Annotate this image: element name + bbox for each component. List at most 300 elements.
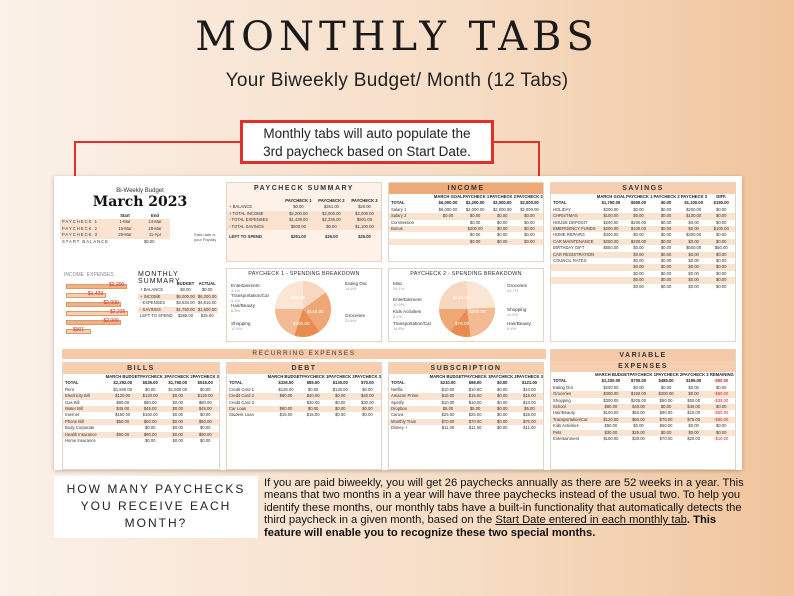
cell-value[interactable]: $90.00 — [143, 431, 157, 437]
cell-value[interactable]: $300.00 — [603, 391, 619, 397]
cell-value[interactable]: $26.00 — [325, 234, 338, 240]
cell-value[interactable]: $0.00 — [660, 283, 672, 289]
cell-value[interactable]: $30.00 — [361, 399, 374, 405]
cell-value[interactable]: $70.00 — [441, 418, 455, 424]
cell-value[interactable]: $6,000.00 — [176, 293, 195, 299]
cell-value[interactable]: $0.00 — [688, 251, 699, 257]
cell-value[interactable]: PAYCHECK 1 — [462, 194, 490, 199]
cell-value[interactable]: $30.00 — [604, 429, 618, 435]
cell-value[interactable]: $11.00 — [468, 425, 482, 431]
cell-value[interactable]: PAYCHECK 2 — [328, 374, 355, 379]
cell-value[interactable]: $100.00 — [630, 226, 647, 232]
cell-value[interactable]: $0.00 — [172, 399, 183, 405]
cell-value[interactable]: MARCH GOAL — [596, 194, 626, 199]
cell-value[interactable]: $0.00 — [362, 412, 373, 418]
cell-value[interactable]: $0.00 — [442, 213, 454, 219]
cell-value[interactable]: $25.00 — [632, 429, 645, 435]
cell-value[interactable]: $0.00 — [172, 425, 183, 431]
cell-value[interactable]: $5.00 — [524, 406, 535, 412]
cell-value[interactable]: $20.00 — [687, 436, 701, 442]
cell-value[interactable]: $0.00 — [660, 277, 672, 283]
cell-value[interactable]: $6,200.00 — [197, 293, 217, 299]
cell-value[interactable]: $0.00 — [633, 270, 644, 276]
cell-value[interactable]: $80.00 — [659, 397, 673, 403]
cell-value[interactable]: $0.00 — [633, 283, 644, 289]
cell-value[interactable]: $0.00 — [172, 431, 183, 437]
cell-value[interactable]: $100.00 — [603, 213, 619, 219]
cell-value[interactable]: $700.00 — [630, 378, 647, 384]
cell-value[interactable]: 15-Mar — [118, 225, 132, 231]
cell-value[interactable]: PAYCHECK 2 — [490, 374, 517, 379]
cell-value[interactable]: $60.00 — [632, 416, 645, 422]
cell-value[interactable]: $0.00 — [660, 226, 672, 232]
cell-value[interactable]: $1,439.00 — [289, 217, 308, 223]
cell-value[interactable]: $10.00 — [441, 386, 455, 392]
cell-value[interactable]: $0.00 — [660, 213, 672, 219]
cell-value[interactable]: PAYCHECK 1 — [464, 374, 491, 379]
cell-value[interactable] — [434, 239, 461, 245]
cell-value[interactable]: $0.00 — [497, 418, 508, 424]
cell-value[interactable]: $0.00 — [524, 226, 535, 232]
cell-value[interactable]: $2,000.00 — [322, 210, 341, 216]
cell-value[interactable]: $0.00 — [660, 429, 672, 435]
cell-value[interactable]: $30.00 — [306, 399, 320, 405]
cell-value[interactable]: $0.00 — [469, 232, 481, 238]
cell-value[interactable] — [109, 438, 137, 444]
row-label: Spotify — [391, 399, 404, 405]
cell-value[interactable]: $200.00 — [603, 206, 619, 212]
cell-value[interactable]: $0.00 — [715, 232, 727, 238]
cell-value[interactable]: $25.00 — [441, 412, 455, 418]
cell-value[interactable]: 14-Mar — [148, 219, 162, 225]
cell-value[interactable]: MARCH BUDGET — [595, 372, 630, 377]
cell-value[interactable]: PAYCHECK 3 — [680, 194, 708, 199]
cell-value[interactable]: $0.00 — [715, 270, 727, 276]
cell-value[interactable]: ACTUAL — [198, 281, 216, 286]
cell-value[interactable]: PAYCHECK 3 — [351, 198, 378, 203]
cell-value[interactable]: $0.00 — [524, 232, 535, 238]
cell-value[interactable]: $2,200.00 — [465, 200, 485, 206]
cell-value[interactable]: -$50.00 — [714, 410, 729, 416]
cell-value[interactable]: $0.00 — [469, 213, 481, 219]
cell-value[interactable]: $80.00 — [116, 399, 130, 405]
cell-value[interactable]: $0.00 — [497, 412, 508, 418]
cell-value[interactable]: $15.00 — [279, 412, 293, 418]
cell-value[interactable]: $2,000.00 — [520, 206, 539, 212]
cell-value[interactable]: $2,292.00 — [113, 380, 133, 386]
cell-value[interactable]: $1,100.00 — [684, 200, 703, 206]
cell-value[interactable]: $0.00 — [633, 245, 644, 251]
cell-value[interactable]: $5.00 — [442, 406, 454, 412]
cell-value[interactable]: $0.00 — [497, 399, 508, 405]
cell-value[interactable]: $0.00 — [715, 384, 727, 390]
cell-value[interactable]: PAYCHECK 1 — [629, 372, 656, 377]
cell-value[interactable]: $0.00 — [497, 425, 508, 431]
cell-value[interactable]: $0.00 — [633, 251, 644, 257]
cell-value[interactable]: $500.00 — [630, 200, 647, 206]
cell-value[interactable]: $150.00 — [713, 200, 729, 206]
cell-value[interactable]: $2,000.00 — [465, 206, 485, 212]
cell-value[interactable]: $0.00 — [660, 384, 672, 390]
cell-value[interactable]: $0.00 — [715, 277, 727, 283]
cell-value[interactable]: $500.00 — [290, 223, 306, 229]
cell-value[interactable]: $160.00 — [630, 391, 647, 397]
cell-value[interactable]: $0.00 — [660, 232, 672, 238]
cell-value[interactable]: MARCH GOAL — [433, 194, 463, 199]
cell-value[interactable]: $200.00 — [467, 226, 483, 232]
cell-value[interactable]: $0.00 — [326, 223, 337, 229]
col-end: End — [151, 213, 159, 218]
cell-value[interactable]: $120.00 — [197, 393, 213, 399]
cell-value[interactable]: $30.00 — [632, 436, 645, 442]
cell-value[interactable]: $25.00 — [200, 313, 214, 319]
cell-value[interactable]: PAYCHECK 1 — [140, 374, 167, 379]
cell-value[interactable]: $6,000.00 — [438, 206, 458, 212]
cell-value[interactable]: $261.00 — [290, 234, 306, 240]
cell-value[interactable]: $0.00 — [633, 264, 644, 270]
cell-value[interactable]: 1-Mar — [119, 219, 131, 225]
cell-value[interactable]: PAYCHECK 3 — [354, 374, 381, 379]
cell-value[interactable]: PAYCHECK 2 — [653, 194, 680, 199]
cell-value[interactable]: $0.00 — [688, 219, 699, 225]
cell-value[interactable]: $0.00 — [633, 258, 644, 264]
cell-value[interactable]: $45.00 — [143, 406, 157, 412]
cell-value[interactable]: $50.00 — [632, 410, 645, 416]
cell-value[interactable]: BUDGET — [176, 281, 195, 286]
cell-value[interactable]: $0.00 — [497, 226, 508, 232]
cell-value[interactable]: $100.00 — [603, 436, 619, 442]
row-label: TOTAL — [553, 378, 567, 384]
cell-value[interactable]: PAYCHECK 1 — [626, 194, 653, 199]
cell-value[interactable]: $2,235.00 — [322, 217, 341, 223]
cell-value[interactable]: $901.00 — [356, 217, 373, 223]
cell-value[interactable]: $535.00 — [142, 380, 158, 386]
cell-value[interactable]: $0.00 — [660, 238, 672, 244]
cell-value[interactable]: $0.00 — [524, 219, 535, 225]
cell-value[interactable]: $50.00 — [116, 418, 130, 424]
cell-value[interactable]: $0.00 — [172, 412, 183, 418]
cell-value[interactable]: $120.00 — [603, 416, 619, 422]
cell-value[interactable]: $10.00 — [468, 386, 482, 392]
cell-value[interactable]: PAYCHECK 3 — [516, 194, 543, 199]
cell-value[interactable]: $0.00 — [633, 232, 644, 238]
cell-value[interactable]: $0.00 — [469, 219, 481, 225]
cell-value[interactable]: $11.00 — [441, 425, 455, 431]
cell-value[interactable]: $25.00 — [468, 412, 482, 418]
cell-value[interactable]: $75.00 — [687, 416, 701, 422]
cell-value[interactable]: $300.00 — [603, 397, 619, 403]
cell-value[interactable] — [597, 284, 625, 290]
cell-value[interactable]: PAYCHECK 3 — [516, 374, 543, 379]
cell-value[interactable]: $50.00 — [687, 397, 701, 403]
cell-value[interactable]: $0.00 — [335, 399, 346, 405]
cell-value[interactable]: $0.00 — [660, 219, 672, 225]
cell-value[interactable]: $0.00 — [524, 238, 535, 244]
cell-value[interactable]: $0.00 — [362, 406, 373, 412]
cell-value[interactable]: 28-Mar — [148, 225, 162, 231]
cell-value[interactable]: $50.00 — [143, 418, 157, 424]
cell-value[interactable]: $0.00 — [633, 206, 644, 212]
cell-value[interactable]: 29-Mar — [118, 232, 132, 238]
cell-value[interactable]: $0.00 — [200, 438, 211, 444]
cell-value[interactable]: -$60.00 — [714, 391, 729, 397]
cell-value[interactable]: $0.00 — [688, 429, 699, 435]
cell-value[interactable]: $70.00 — [659, 436, 673, 442]
cell-value[interactable]: $0.00 — [715, 264, 727, 270]
cell-value[interactable]: -$85.00 — [714, 416, 729, 422]
cell-value[interactable]: $1,330.00 — [601, 378, 621, 384]
cell-value[interactable]: $100.00 — [603, 410, 619, 416]
cell-value[interactable]: $0.00 — [633, 277, 644, 283]
cell-value[interactable]: $0.00 — [172, 438, 183, 444]
cell-value[interactable]: $75.00 — [659, 416, 673, 422]
cell-value[interactable]: $0.00 — [715, 283, 727, 289]
cell-value[interactable]: PAYCHECK 1 — [302, 374, 329, 379]
cell-value[interactable]: $50.00 — [604, 423, 618, 429]
cell-value[interactable]: $0.00 — [497, 232, 508, 238]
cell-value[interactable]: PAYCHECK 2 — [166, 374, 193, 379]
cell-value[interactable]: $515.00 — [197, 380, 213, 386]
cell-value[interactable]: $0.00 — [180, 287, 191, 293]
cell-value[interactable]: PAYCHECK 3 — [682, 372, 709, 377]
cell-value[interactable]: $50.00 — [198, 418, 212, 424]
cell-value[interactable]: $10.00 — [468, 399, 482, 405]
cell-value[interactable]: $0.00 — [335, 412, 346, 418]
cell-value[interactable]: REMAINING — [709, 372, 734, 377]
cell-value[interactable]: $90.00 — [198, 431, 212, 437]
cell-value[interactable]: $0.00 — [524, 213, 535, 219]
cell-value[interactable]: $0.00 — [688, 238, 699, 244]
cell-value[interactable]: $200.00 — [686, 206, 702, 212]
cell-value[interactable]: $10.00 — [441, 399, 455, 405]
cell-value[interactable]: $0.00 — [660, 206, 672, 212]
cell-value[interactable]: $0.00 — [172, 406, 183, 412]
cell-value[interactable]: $0.00 — [660, 264, 672, 270]
cell-value[interactable]: $121.00 — [521, 380, 537, 386]
cell-value[interactable]: $3,634.00 — [176, 300, 195, 306]
cell-value[interactable]: $150.00 — [142, 412, 158, 418]
cell-value[interactable]: $0.00 — [633, 423, 644, 429]
cell-value[interactable]: $0.00 — [497, 386, 508, 392]
cell-value[interactable]: $98.00 — [468, 380, 482, 386]
cell-value[interactable]: $0.00 — [660, 251, 672, 257]
cell-value[interactable]: $25.00 — [523, 412, 536, 418]
cell-value[interactable]: $15.00 — [441, 393, 455, 399]
cell-value[interactable]: $126.00 — [278, 386, 294, 392]
cell-value[interactable]: MARCH BUDGET — [267, 374, 303, 379]
cell-value[interactable]: MARCH BUDGET — [429, 374, 465, 379]
cell-value[interactable]: $261.00 — [323, 204, 340, 210]
cell-value[interactable]: $1,100.00 — [355, 223, 374, 229]
cell-value[interactable]: $50.00 — [714, 245, 728, 251]
cell-value[interactable]: $0.00 — [660, 245, 672, 251]
cell-value[interactable]: $0.00 — [469, 238, 481, 244]
cell-value[interactable]: $0.00 — [688, 391, 699, 397]
cell-value[interactable]: $0.00 — [633, 384, 644, 390]
cell-value[interactable]: $0.00 — [497, 219, 508, 225]
cell-value[interactable]: MARCH BUDGET — [105, 374, 141, 379]
cell-value[interactable]: $195.00 — [686, 378, 702, 384]
cell-value[interactable]: -$10.00 — [714, 436, 729, 442]
cell-value[interactable]: PAYCHECK 3 — [192, 374, 219, 379]
cell-value[interactable]: $130.00 — [332, 380, 348, 386]
cell-value[interactable]: $1,750.00 — [168, 380, 188, 386]
cell-value[interactable]: $120.00 — [142, 393, 158, 399]
cell-value[interactable]: $2,000.00 — [520, 200, 539, 206]
cell-value[interactable]: $90.00 — [659, 410, 673, 416]
cell-value[interactable]: $6,000.00 — [438, 200, 458, 206]
cell-value[interactable]: -$50.00 — [714, 378, 729, 384]
cell-value[interactable]: $0.00 — [633, 213, 644, 219]
cell-value[interactable]: $70.00 — [361, 380, 374, 386]
cell-value[interactable]: $50.00 — [659, 423, 673, 429]
cell-value[interactable]: $40.00 — [306, 393, 320, 399]
cell-value[interactable]: DIFF. — [716, 194, 727, 199]
cell-value[interactable]: $485.00 — [658, 378, 674, 384]
cell-value[interactable]: $0.00 — [201, 287, 213, 293]
cell-value[interactable]: $0.00 — [688, 283, 699, 289]
cell-value[interactable]: $90.00 — [116, 431, 130, 437]
cell-value[interactable]: $365.00 — [177, 313, 194, 319]
cell-value[interactable]: $2,000.00 — [492, 206, 512, 212]
cell-value[interactable]: $80.00 — [279, 393, 293, 399]
cell-value[interactable]: 11-Apr — [148, 232, 162, 238]
cell-value[interactable]: $200.00 — [603, 219, 619, 225]
cell-value[interactable]: $200.00 — [630, 238, 647, 244]
cell-value[interactable]: $0.00 — [200, 425, 211, 431]
cell-value[interactable]: $15.00 — [468, 393, 482, 399]
cell-value[interactable]: $80.00 — [143, 399, 157, 405]
cell-value[interactable]: $0.00 — [497, 393, 508, 399]
cell-value[interactable]: $1,500.00 — [168, 386, 188, 392]
cell-value[interactable]: $45.00 — [116, 406, 130, 412]
cell-value[interactable]: $40.00 — [687, 404, 701, 410]
cell-value[interactable]: $15.00 — [306, 412, 320, 418]
cell-value[interactable]: $4,615.00 — [197, 300, 217, 306]
cell-value[interactable]: $0.00 — [307, 406, 319, 412]
cell-value[interactable]: $210.00 — [440, 380, 456, 386]
cell-value[interactable]: -$35.00 — [714, 397, 729, 403]
cell-value[interactable]: $130.00 — [332, 386, 348, 392]
cell-value[interactable]: $0.00 — [715, 258, 727, 264]
cell-value[interactable]: $0.00 — [715, 213, 727, 219]
cell-value[interactable]: $0.00 — [715, 429, 727, 435]
cell-value[interactable]: $500.00 — [686, 245, 702, 251]
cell-value[interactable]: $5.00 — [469, 406, 481, 412]
cell-value[interactable]: $0.00 — [172, 393, 183, 399]
cell-value[interactable]: $1,750.00 — [176, 306, 195, 312]
cell-value[interactable]: $25.00 — [358, 234, 371, 240]
cell-value[interactable]: $0.00 — [688, 270, 699, 276]
cell-value[interactable]: $1,500.00 — [113, 386, 133, 392]
cell-value[interactable]: PAYCHECK 2 — [318, 198, 345, 203]
cell-value[interactable]: $200.00 — [603, 384, 619, 390]
cell-value[interactable]: $40.00 — [632, 404, 645, 410]
cell-value[interactable]: $0.00 — [660, 258, 672, 264]
cell-value[interactable]: $0.00 — [200, 386, 211, 392]
cell-value[interactable]: $100.00 — [686, 213, 702, 219]
cell-value[interactable]: $0.00 — [335, 393, 346, 399]
cell-value[interactable]: $200.00 — [603, 238, 619, 244]
cell-value[interactable]: $0.00 — [688, 264, 699, 270]
cell-value[interactable]: $0.00 — [688, 423, 699, 429]
cell-value[interactable]: PAYCHECK 2 — [489, 194, 516, 199]
cell-value[interactable]: $300.00 — [603, 232, 619, 238]
cell-value[interactable]: $1,750.00 — [601, 200, 621, 206]
cell-value[interactable]: $0.00 — [660, 270, 672, 276]
cell-value[interactable]: $0.00 — [660, 404, 672, 410]
cell-value[interactable]: $0.00 — [715, 238, 727, 244]
cell-value[interactable]: $0.00 — [660, 200, 672, 206]
cell-value[interactable]: $40.00 — [361, 393, 374, 399]
cell-value[interactable]: $0.00 — [335, 406, 346, 412]
cell-value[interactable]: $70.00 — [468, 418, 482, 424]
cell-value[interactable]: $0.00 — [497, 213, 508, 219]
cell-value[interactable]: $200.00 — [603, 226, 619, 232]
cell-value[interactable]: $26.00 — [358, 204, 371, 210]
cell-value[interactable]: $0.00 — [688, 384, 699, 390]
cell-value[interactable]: $0.00 — [715, 206, 727, 212]
cell-value[interactable]: $0.00 — [688, 226, 699, 232]
cell-value[interactable]: $2,200.00 — [289, 210, 308, 216]
cell-value[interactable]: $11.00 — [523, 425, 536, 431]
cell-value[interactable]: $0.00 — [172, 418, 183, 424]
cell-value[interactable]: $205.00 — [630, 397, 647, 403]
cell-value[interactable]: $0.00 — [715, 404, 727, 410]
cell-value[interactable]: $2,000.00 — [492, 200, 512, 206]
cell-value[interactable]: $0.00 — [497, 406, 508, 412]
cell-value[interactable]: PAYCHECK 1 — [285, 198, 312, 203]
cell-value[interactable]: $10.00 — [523, 399, 536, 405]
cell-value[interactable]: $0.00 — [715, 251, 727, 257]
cell-value[interactable]: $0.00 — [145, 438, 156, 444]
cell-value[interactable]: $0.00 — [293, 204, 304, 210]
cell-value[interactable]: $85.00 — [306, 380, 320, 386]
cell-value[interactable]: $1,600.00 — [197, 306, 217, 312]
cell-value[interactable]: $0.00 — [200, 412, 211, 418]
cell-value[interactable]: $15.00 — [523, 393, 536, 399]
cell-value[interactable]: $70.00 — [523, 418, 536, 424]
cell-value[interactable]: $0.00 — [688, 258, 699, 264]
cell-value[interactable]: $0.00 — [715, 219, 727, 225]
cell-value[interactable]: $100.00 — [713, 226, 729, 232]
cell-value[interactable]: $80.00 — [604, 404, 618, 410]
cell-value[interactable]: $200.00 — [630, 219, 647, 225]
cell-value[interactable]: $150.00 — [115, 412, 131, 418]
pie-label-pct: 5.1% — [393, 314, 403, 319]
cell-value[interactable]: PAYCHECK 2 — [655, 372, 683, 377]
cell-value[interactable]: $0.00 — [307, 386, 319, 392]
cell-value[interactable]: $80.00 — [279, 406, 293, 412]
cell-value[interactable]: $45.00 — [198, 406, 212, 412]
cell-value[interactable]: $326.00 — [278, 380, 294, 386]
cell-value[interactable]: $0.00 — [688, 277, 699, 283]
cell-value[interactable]: $2,000.00 — [355, 210, 374, 216]
cell-value[interactable]: $0.00 — [497, 380, 508, 386]
cell-value[interactable]: $200.00 — [658, 391, 674, 397]
cell-value[interactable]: $550.00 — [603, 245, 619, 251]
cell-value[interactable]: $120.00 — [115, 393, 131, 399]
cell-value[interactable]: $0.00 — [145, 425, 156, 431]
cell-value[interactable]: $0.00 — [497, 238, 508, 244]
cell-value[interactable]: $0.00 — [145, 386, 156, 392]
cell-value[interactable]: $0.00 — [715, 423, 727, 429]
cell-value[interactable]: $300.00 — [686, 232, 702, 238]
cell-value[interactable]: $0.00 — [362, 386, 373, 392]
cell-value[interactable]: $80.00 — [198, 399, 212, 405]
cell-value[interactable]: $10.00 — [687, 410, 701, 416]
cell-value[interactable]: $10.00 — [523, 386, 536, 392]
